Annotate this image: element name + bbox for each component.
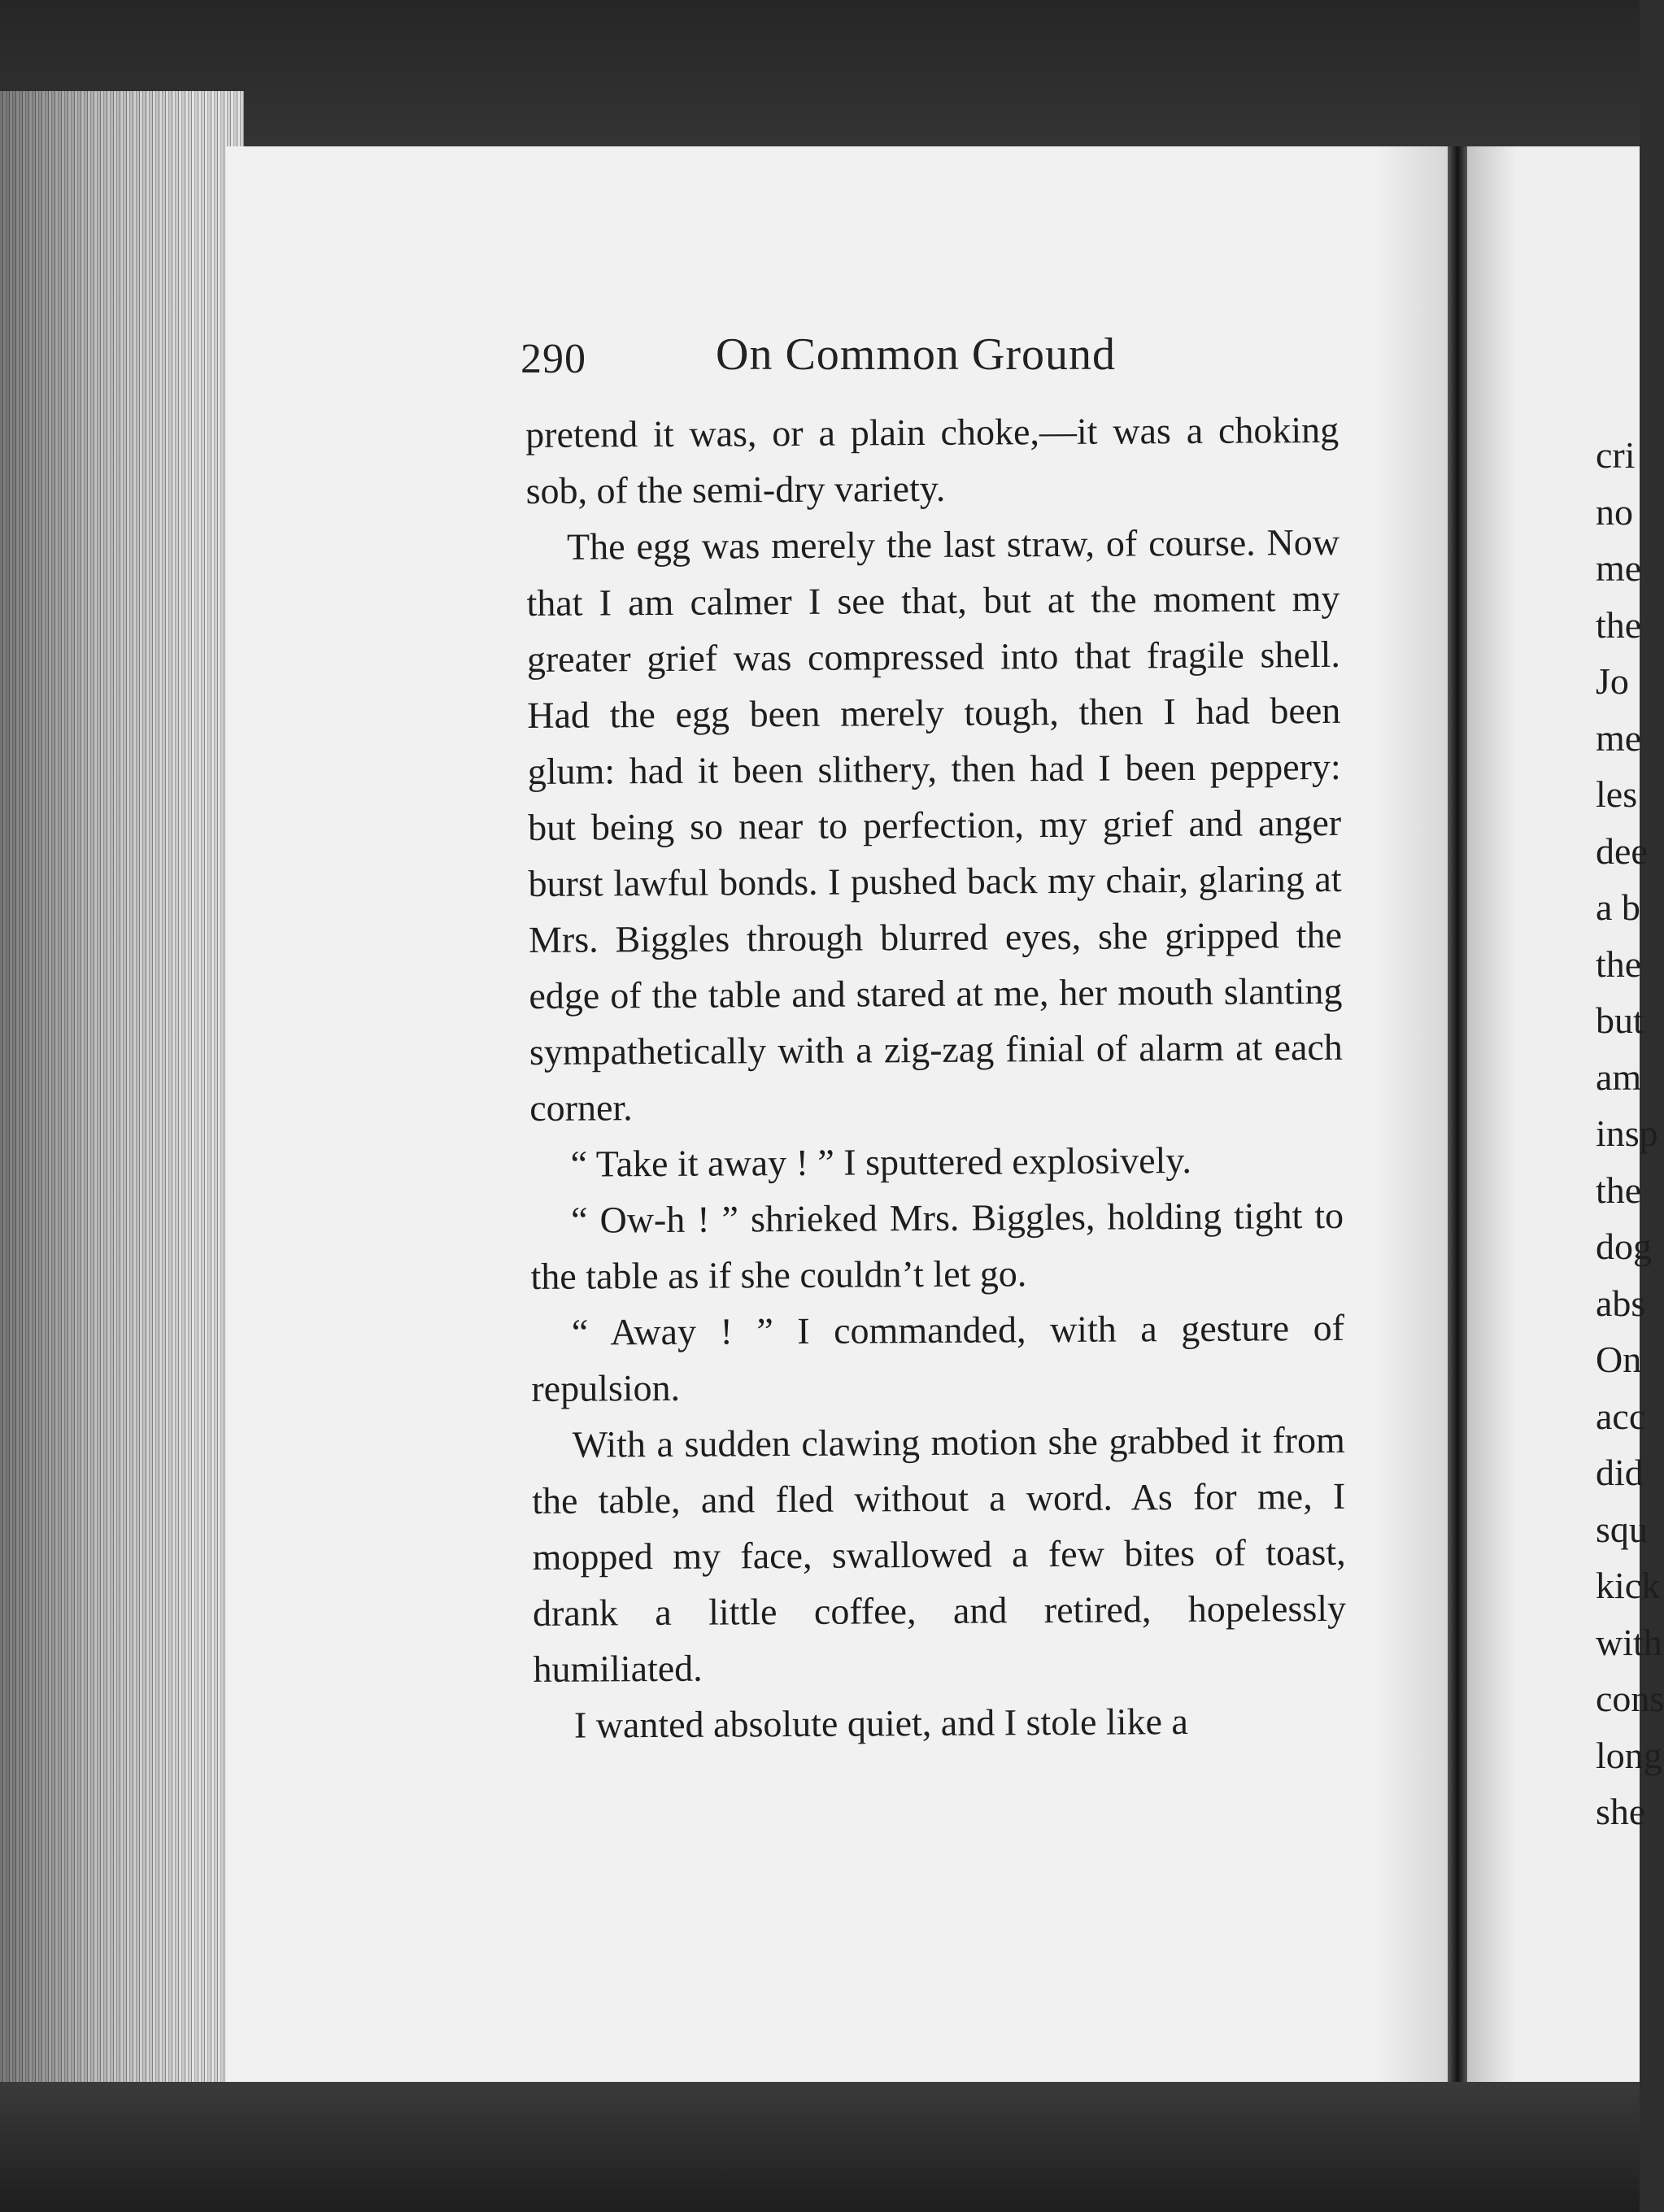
right-page-line: long xyxy=(1596,1734,1662,1776)
right-page-line: insp xyxy=(1596,1113,1658,1154)
right-page-line: abs xyxy=(1596,1282,1646,1324)
page-number: 290 xyxy=(521,336,586,382)
right-page-line: les xyxy=(1596,773,1638,815)
right-page-line: the xyxy=(1596,943,1642,985)
right-page-line: cons xyxy=(1596,1678,1664,1719)
right-page-line: the xyxy=(1596,1169,1642,1211)
right-page-line: On xyxy=(1596,1339,1642,1380)
right-page-line: dee xyxy=(1596,830,1648,872)
left-page-shadow xyxy=(1374,146,1456,2114)
right-page-line: no xyxy=(1596,490,1633,533)
book-gutter xyxy=(1448,146,1467,2114)
right-page-line: me xyxy=(1596,547,1642,589)
paragraph: I wanted absolute quiet, and I stole like a xyxy=(573,1700,1188,1746)
right-page-line: Jo xyxy=(1596,660,1629,702)
right-page-line: but xyxy=(1596,999,1644,1041)
right-page-line: kick xyxy=(1596,1565,1661,1606)
right-page-line: dog xyxy=(1596,1226,1652,1267)
right-page-text xyxy=(1596,427,1664,1840)
background-bottom xyxy=(0,2082,1640,2212)
right-page-line: a b xyxy=(1596,886,1640,928)
paragraph: “ Away ! ” I commanded, with a gesture of repulsion. xyxy=(531,1306,1345,1409)
right-page-line: am xyxy=(1596,1056,1642,1098)
paragraph: “ Ow-h ! ” shrieked Mrs. Biggles, holding tight to the table as if she couldn’t let go. xyxy=(530,1194,1344,1297)
right-page-line: me xyxy=(1596,716,1642,759)
right-page-line: acc xyxy=(1596,1395,1646,1437)
right-page-line: did xyxy=(1596,1452,1644,1493)
right-page-line: cri xyxy=(1596,434,1636,476)
running-title: On Common Ground xyxy=(716,329,1116,380)
paragraph: The egg was merely the last straw, of course. Now that I am calmer I see that, but at the moment my greater grief was compressed into that fragile shell. Had the egg been merely tough, then I had been glum: had it been slithery, then had I been peppery: but being so near to perfection, my grief and anger burst lawful bonds. I pushed back my chair, glaring at Mrs. Biggles through blurred eyes, she gripped the edge of the table and stared at me, her mouth slanting sympathetically with a zig-zag finial of alarm at each corner. xyxy=(526,520,1343,1129)
background xyxy=(0,0,1640,163)
right-page-shadow xyxy=(1467,146,1516,2114)
right-page-line: the xyxy=(1596,603,1642,646)
right-page-line: she xyxy=(1596,1791,1646,1832)
paragraph: “ Take it away ! ” I sputtered explosively. xyxy=(570,1139,1192,1185)
right-page-line: with xyxy=(1596,1621,1662,1663)
paragraph: With a sudden clawing motion she grabbed it from the table, and fled without a word. As for me, I mopped my face, swallowed a few bites of toast, drank a little coffee, and retired, hopelessly humiliated. xyxy=(532,1418,1347,1690)
body-text xyxy=(525,402,1347,1753)
paragraph: pretend it was, or a plain choke,—it was a choking sob, of the semi-dry variety. xyxy=(525,408,1339,512)
page-edges-shadow xyxy=(0,91,244,2108)
right-page-line: squ xyxy=(1596,1508,1648,1550)
